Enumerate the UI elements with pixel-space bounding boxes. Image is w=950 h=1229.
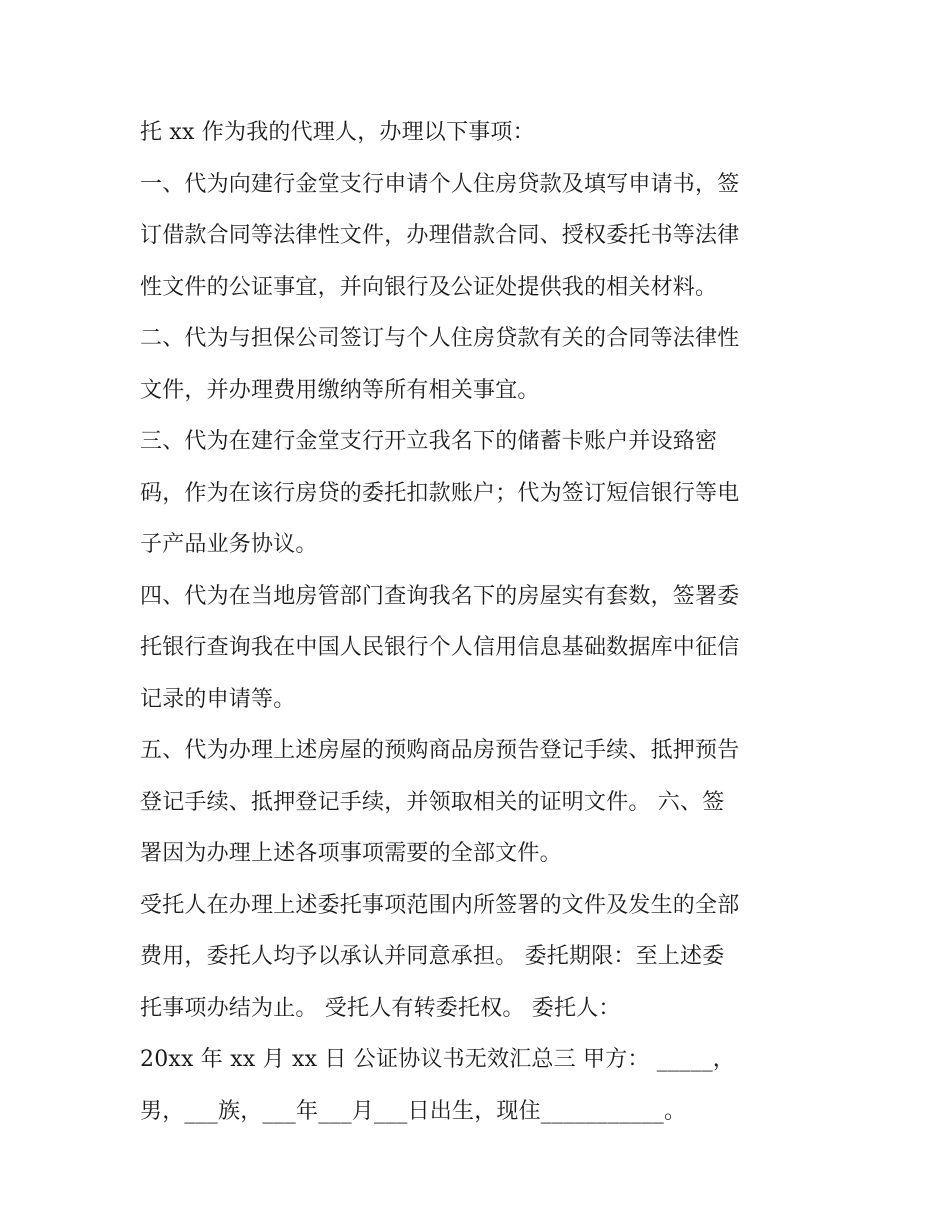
- text-line: 三、代为在建行金堂支行开立我名下的储蓄卡账户并设臵密: [140, 429, 718, 454]
- text-line: 男，___族，___年___月___日出生，现住___________。: [140, 1098, 687, 1124]
- text-line: 托 xx 作为我的代理人，办理以下事项：: [140, 120, 535, 145]
- text-line: 登记手续、抵押登记手续，并领取相关的证明文件。 六、签: [140, 789, 725, 815]
- text-line: 署因为办理上述各项事项需要的全部文件。: [140, 841, 562, 866]
- text-line: 子产品业务协议。: [140, 532, 318, 557]
- text-line: 托银行查询我在中国人民银行个人信用信息基础数据库中征信: [140, 635, 740, 660]
- text-line: 托事项办结为止。 受托人有转委托权。 委托人：: [140, 995, 621, 1021]
- text-line: 费用，委托人均予以承认并同意承担。 委托期限：至上述委: [140, 944, 725, 969]
- text-line: 四、代为在当地房管部门查询我名下的房屋实有套数，签署委: [140, 583, 740, 609]
- text-line: 码，作为在该行房贷的委托扣款账户；代为签订短信银行等电: [140, 480, 740, 506]
- text-line: 二、代为与担保公司签订与个人住房贷款有关的合同等法律性: [140, 326, 740, 351]
- text-line: 文件，并办理费用缴纳等所有相关事宜。: [140, 377, 540, 403]
- document-body: [140, 107, 820, 1137]
- text-line: 受托人在办理上述委托事项范围内所签署的文件及发生的全部: [140, 892, 740, 918]
- text-line: 订借款合同等法律性文件，办理借款合同、授权委托书等法律: [140, 223, 740, 248]
- text-line: 记录的申请等。: [140, 686, 296, 712]
- text-line: 性文件的公证事宜，并向银行及公证处提供我的相关材料。: [140, 274, 718, 300]
- text-line: 五、代为办理上述房屋的预购商品房预告登记手续、抵押预告: [140, 738, 740, 763]
- text-line: 一、代为向建行金堂支行申请个人住房贷款及填写申请书，签: [140, 171, 740, 197]
- text-line: 20xx 年 xx 月 xx 日 公证协议书无效汇总三 甲方： _____，: [140, 1047, 735, 1072]
